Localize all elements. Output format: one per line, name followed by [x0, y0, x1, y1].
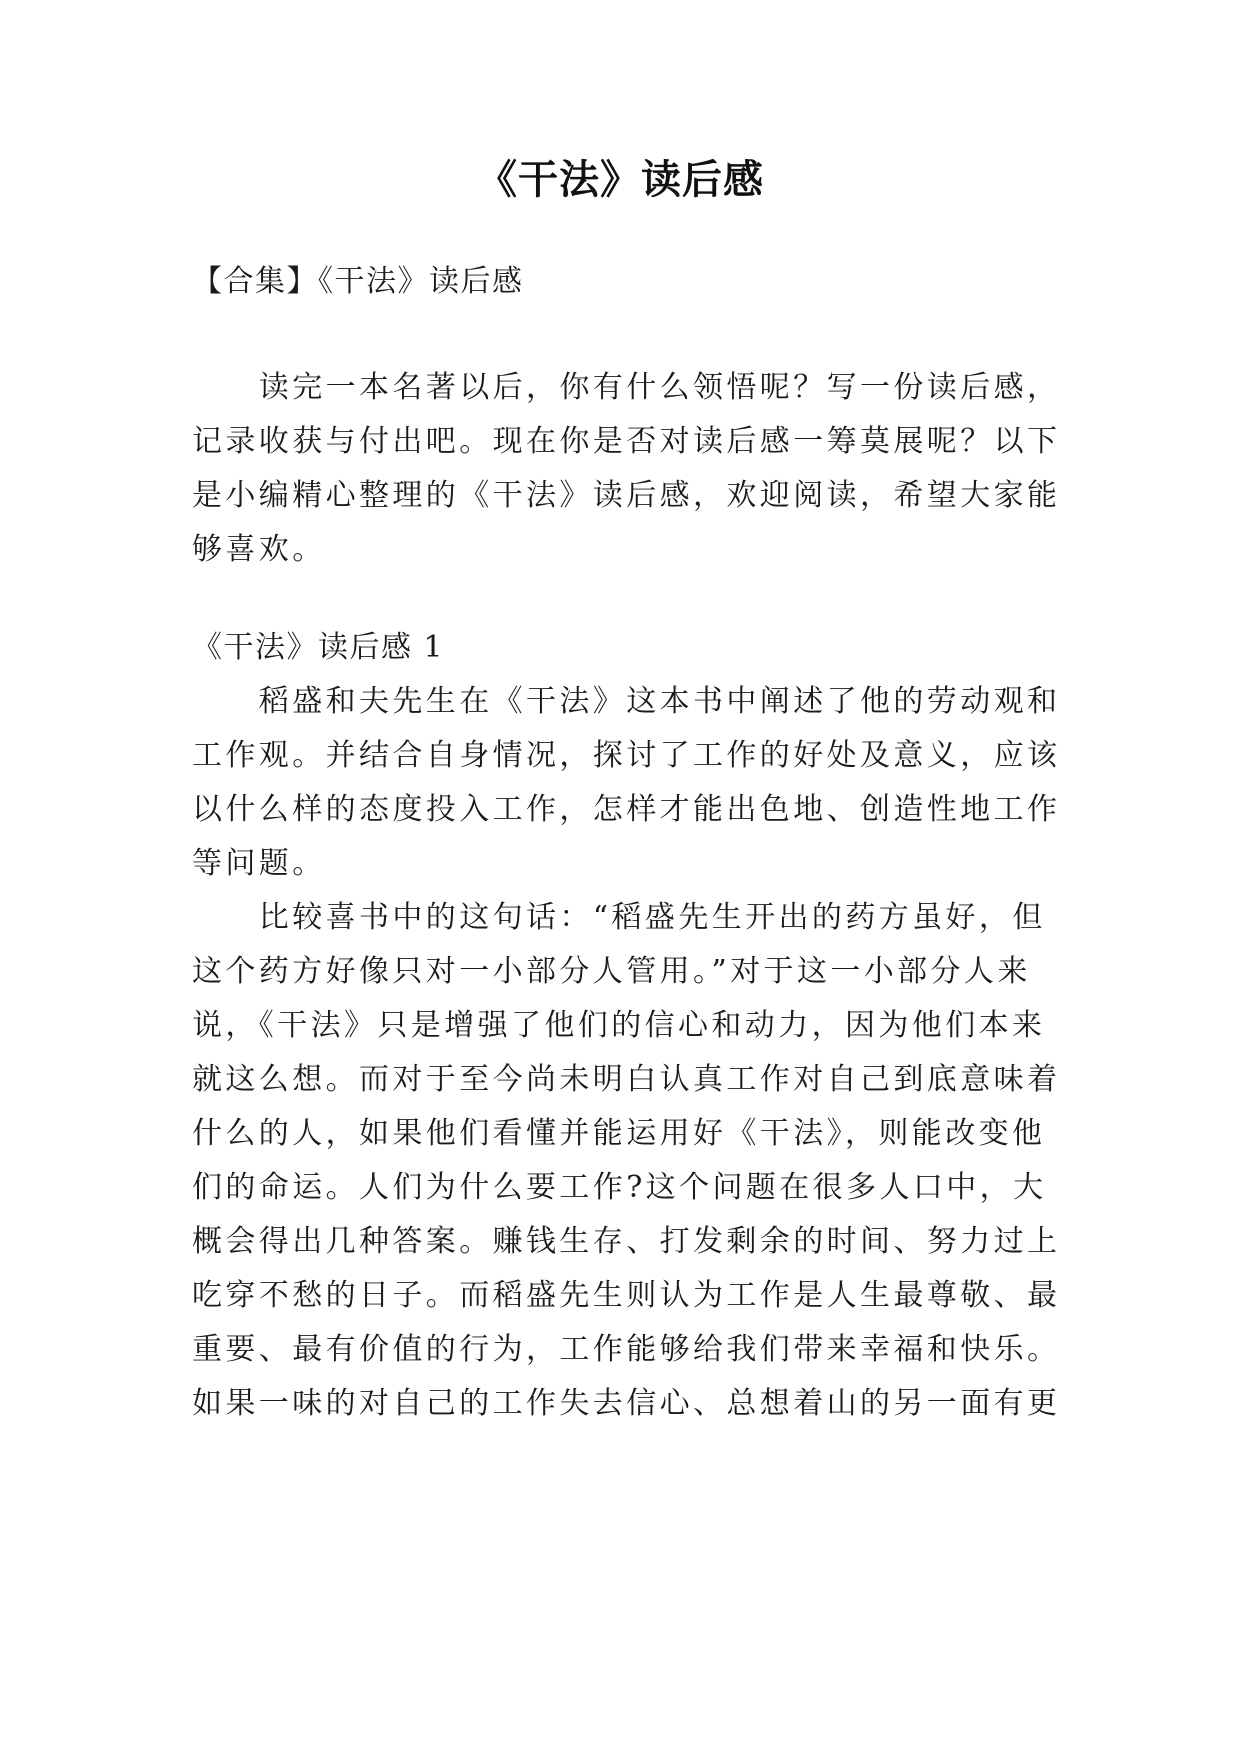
- intro-line: 够喜欢。: [192, 532, 326, 567]
- document-title: 《干法》读后感: [477, 157, 764, 203]
- paragraph-line: 比较喜书中的这句话：“稻盛先生开出的药方虽好，但: [192, 900, 1046, 935]
- paragraph-line: 这个药方好像只对一小部分人管用。”对于这一小部分人来: [192, 954, 1031, 989]
- paragraph-line: 如果一味的对自己的工作失去信心、总想着山的另一面有更: [192, 1386, 1061, 1421]
- paragraph-line: 重要、最有价值的行为，工作能够给我们带来幸福和快乐。: [192, 1332, 1061, 1367]
- paragraph-line: 说，《干法》只是增强了他们的信心和动力，因为他们本来: [192, 1008, 1046, 1043]
- collection-heading: 【合集】《干法》读后感: [192, 264, 524, 299]
- paragraph-line: 就这么想。而对于至今尚未明白认真工作对自己到底意味着: [192, 1062, 1061, 1097]
- paragraph-line: 什么的人，如果他们看懂并能运用好《干法》，则能改变他: [192, 1116, 1046, 1151]
- paragraph-line: 吃穿不愁的日子。而稻盛先生则认为工作是人生最尊敬、最: [192, 1278, 1061, 1313]
- paragraph-line: 以什么样的态度投入工作，怎样才能出色地、创造性地工作: [192, 792, 1061, 827]
- intro-line: 读完一本名著以后，你有什么领悟呢？写一份读后感，: [192, 370, 1061, 405]
- paragraph-line: 们的命运。人们为什么要工作?这个问题在很多人口中，大: [192, 1170, 1047, 1205]
- intro-line: 记录收获与付出吧。现在你是否对读后感一筹莫展呢？以下: [192, 424, 1061, 459]
- section-heading: 《干法》读后感 1: [192, 630, 445, 665]
- paragraph-line: 稻盛和夫先生在《干法》这本书中阐述了他的劳动观和: [192, 684, 1061, 719]
- intro-line: 是小编精心整理的《干法》读后感，欢迎阅读，希望大家能: [192, 478, 1061, 513]
- paragraph-line: 工作观。并结合自身情况，探讨了工作的好处及意义，应该: [192, 738, 1061, 773]
- paragraph-line: 概会得出几种答案。赚钱生存、打发剩余的时间、努力过上: [192, 1224, 1061, 1259]
- paragraph-line: 等问题。: [192, 846, 326, 881]
